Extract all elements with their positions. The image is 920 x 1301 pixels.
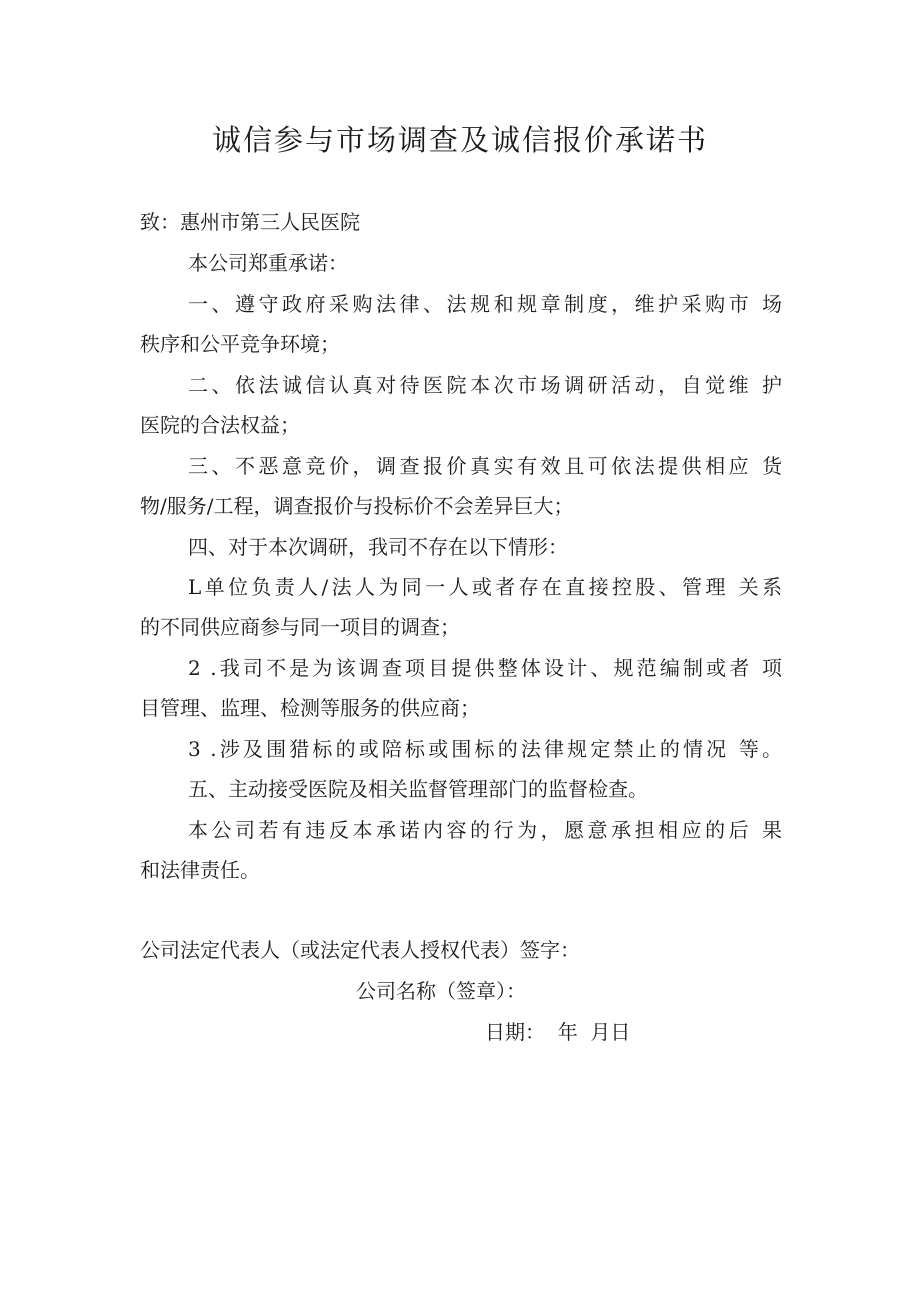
company-name-line: 公司名称（签章）： <box>356 979 526 1003</box>
intro-line: 本公司郑重承诺： <box>188 251 348 275</box>
sub-item-2-line-1: 2 .我司不是为该调查项目提供整体设计、规范编制或者 项 <box>188 656 782 680</box>
sub-item-3-line: 3 .涉及围猎标的或陪标或围标的法律规定禁止的情况 等。 <box>188 737 782 761</box>
item-3-line-2: 物/服务/工程，调查报价与投标价不会差异巨大； <box>140 494 574 518</box>
item-1-line-1: 一、遵守政府采购法律、法规和规章制度，维护采购市 场 <box>188 292 782 316</box>
item-1-line-2: 秩序和公平竞争环境； <box>140 332 340 356</box>
item-4-heading: 四、对于本次调研，我司不存在以下情形： <box>188 535 568 559</box>
date-line: 日期： 年 月日 <box>485 1020 631 1044</box>
recipient-line: 致：惠州市第三人民医院 <box>140 210 360 234</box>
item-2-line-1: 二、依法诚信认真对待医院本次市场调研活动，自觉维 护 <box>188 373 782 397</box>
item-2-line-2: 医院的合法权益； <box>140 413 300 437</box>
sub-item-1-line-1: L单位负责人/法人为同一人或者存在直接控股、管理 关系 <box>188 575 782 599</box>
sub-item-2-line-2: 目管理、监理、检测等服务的供应商； <box>140 696 480 720</box>
item-3-line-1: 三、不恶意竞价，调查报价真实有效且可依法提供相应 货 <box>188 454 782 478</box>
item-5-line: 五、主动接受医院及相关监督管理部门的监督检查。 <box>188 777 648 801</box>
closing-line-2: 和法律责任。 <box>140 858 260 882</box>
closing-line-1: 本公司若有违反本承诺内容的行为，愿意承担相应的后 果 <box>188 818 782 842</box>
representative-signature-line: 公司法定代表人（或法定代表人授权代表）签字： <box>140 938 580 962</box>
sub-item-1-line-2: 的不同供应商参与同一项目的调查； <box>140 615 460 639</box>
document-title: 诚信参与市场调查及诚信报价承诺书 <box>211 123 708 157</box>
